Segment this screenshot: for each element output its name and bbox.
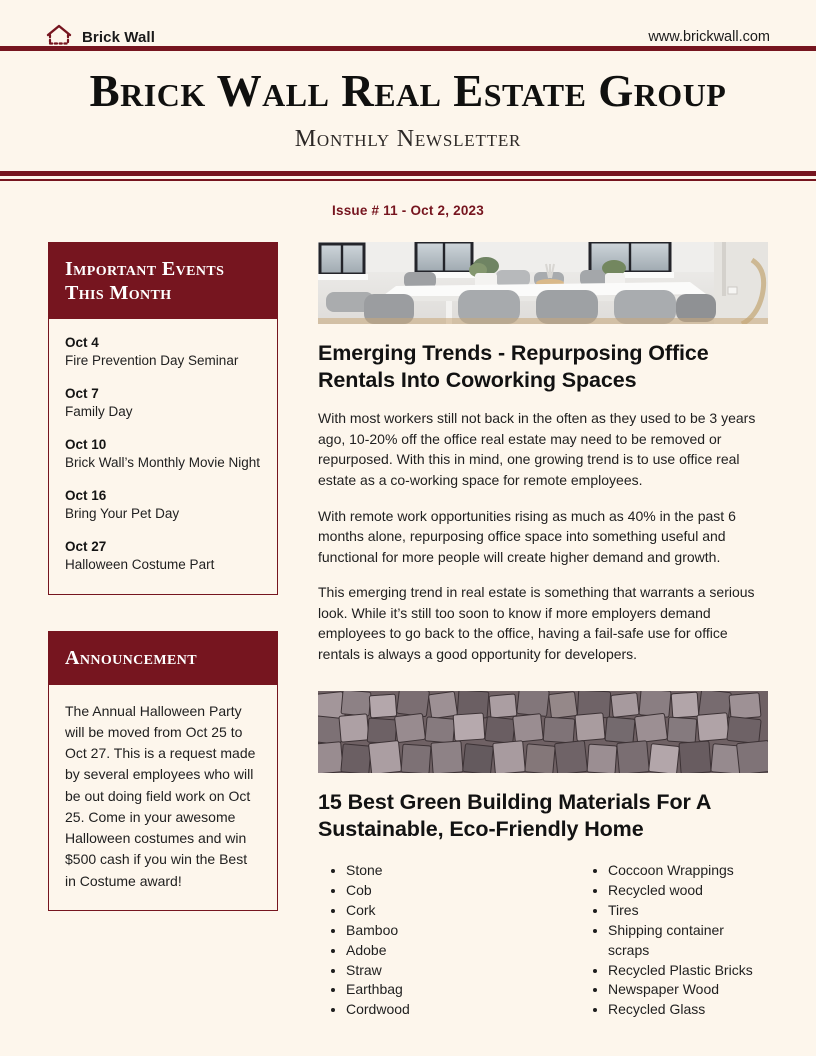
announcement-text: The Annual Halloween Party will be moved from Oct 25 to Oct 27. This is a request made by several employees who will be out doing field work on Oct 25. Come in your awesome Halloween costumes and win $500 cash if you win the Best in Costume award! [65, 702, 256, 889]
materials-lists [318, 857, 768, 1020]
announcement-body [49, 685, 277, 910]
main-column [318, 242, 768, 1047]
list-item [65, 437, 261, 472]
list-item: • Newspaper Wood [608, 980, 768, 1000]
sidebar-spacer [48, 595, 278, 631]
list-item: • Recycled Plastic Bricks [608, 961, 768, 981]
list-item: • Recycled Glass [608, 1000, 768, 1020]
list-item [65, 488, 261, 523]
top-bar [0, 0, 816, 46]
list-item: • Tires [608, 901, 768, 921]
article-paragraph: With remote work opportunities rising as much as 40% in the past 6 months alone, repurposing office space into something useful and functional for more people will create higher demand and growth. [318, 507, 736, 565]
article-emerging-trends [318, 242, 768, 665]
masthead [0, 51, 816, 163]
list-item: • Stone [346, 861, 572, 881]
article-green-materials [318, 691, 768, 1021]
website-url: www.brickwall.com [648, 29, 770, 45]
house-icon [46, 24, 72, 51]
article-paragraph: This emerging trend in real estate is something that warrants a serious look. While it’s still too soon to know if more employers demand employees to go back to the office, having a fail-safe use for office rentals is always a good opportunity for developers. [318, 584, 755, 662]
list-item: • Coccoon Wrappings [608, 861, 768, 881]
stone-blocks-photo [318, 691, 768, 773]
content-area [0, 218, 816, 1047]
article-paragraph: With most workers still not back in the often as they used to be 3 years ago, 10-20% off the office real estate may need to be removed or repurposed. With this in mind, one growing trend is to use office real estate as a co-working space for remote employees. [318, 410, 756, 488]
list-item: • Bamboo [346, 921, 572, 941]
materials-list-right [582, 861, 768, 1020]
list-item: • Cob [346, 881, 572, 901]
event-date: Oct 27 [65, 539, 107, 555]
event-name: Halloween Costume Part [65, 557, 215, 573]
list-item: • Recycled wood [608, 881, 768, 901]
event-date: Oct 10 [65, 437, 107, 453]
event-date: Oct 7 [65, 386, 99, 402]
materials-list-left [320, 861, 572, 1020]
events-panel [48, 242, 278, 596]
event-date: Oct 16 [65, 488, 107, 504]
announcement-panel [48, 631, 278, 911]
coworking-office-photo [318, 242, 768, 324]
event-name: Family Day [65, 404, 133, 420]
brand-logo [46, 24, 155, 51]
event-date: Oct 4 [65, 335, 99, 351]
list-item: • Adobe [346, 941, 572, 961]
list-item: • Earthbag [346, 980, 572, 1000]
article-heading: Emerging Trends - Repurposing Office Rentals Into Coworking Spaces [318, 340, 709, 392]
list-item [65, 539, 261, 574]
list-item: • Cork [346, 901, 572, 921]
list-item: • Cordwood [346, 1000, 572, 1020]
events-list [49, 319, 277, 594]
list-item: • Straw [346, 961, 572, 981]
list-item [65, 335, 261, 370]
page-title: Brick Wall Real Estate Group [89, 66, 727, 116]
article-heading: 15 Best Green Building Materials For A Sustainable, Eco-Friendly Home [318, 789, 711, 841]
events-panel-heading: Important Events This Month [49, 243, 277, 320]
list-item: • Shipping container scraps [608, 921, 768, 961]
announcement-panel-heading: Announcement [49, 632, 277, 684]
brand-name: Brick Wall [82, 28, 155, 46]
list-item [65, 386, 261, 421]
event-name: Bring Your Pet Day [65, 506, 180, 522]
issue-line: Issue # 11 - Oct 2, 2023 [332, 202, 484, 218]
event-name: Brick Wall’s Monthly Movie Night [65, 455, 261, 471]
event-name: Fire Prevention Day Seminar [65, 353, 239, 369]
page-subtitle: Monthly Newsletter [294, 125, 522, 152]
sidebar [48, 242, 278, 1047]
